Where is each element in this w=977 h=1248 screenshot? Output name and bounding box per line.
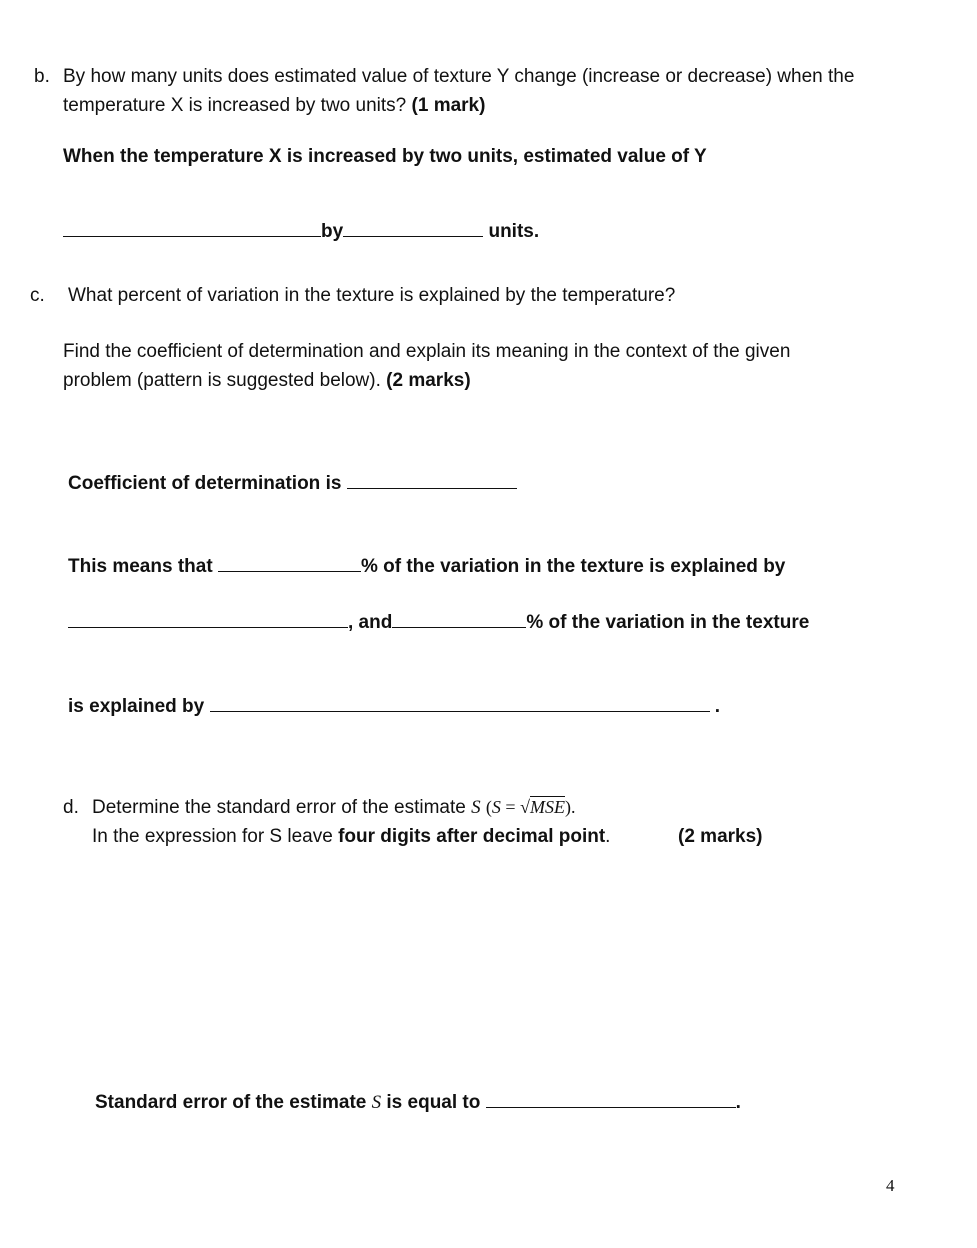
answer-end-dot: . xyxy=(735,1092,741,1113)
answer-suffix: is equal to xyxy=(386,1092,481,1113)
coef-line xyxy=(68,473,517,495)
part-d-instruction-prefix: In the expression for S leave xyxy=(92,826,333,847)
other-factors-blank[interactable] xyxy=(210,710,710,712)
standard-error-line xyxy=(95,1092,741,1114)
explained-line xyxy=(68,696,720,718)
means-line xyxy=(68,556,785,578)
part-b-answer-line xyxy=(63,221,539,243)
and-line xyxy=(68,612,809,634)
part-b-marker: b. xyxy=(34,66,50,87)
formula-s: S xyxy=(491,797,501,817)
explained-end-dot: . xyxy=(714,696,721,717)
part-d-instruction-bold: four digits after decimal point xyxy=(338,826,606,847)
part-d-instruction-dot: . xyxy=(605,826,611,847)
and-text: , and xyxy=(348,612,393,633)
part-c-marker: c. xyxy=(30,285,45,306)
part-c-question: What percent of variation in the texture is explained by the temperature? xyxy=(68,285,676,306)
part-d-question-text: Determine the standard error of the estimate xyxy=(92,797,466,818)
part-b-answer-prompt: When the temperature X is increased by two units, estimated value of Y xyxy=(63,146,707,167)
formula-close: ). xyxy=(564,797,576,817)
coef-blank[interactable] xyxy=(347,487,517,489)
variation-text: % of the variation in the texture xyxy=(526,612,810,633)
formula-open: ( xyxy=(485,797,492,817)
answer-symbol: S xyxy=(371,1092,382,1113)
explained-label: is explained by xyxy=(68,696,205,717)
part-b-marks: (1 mark) xyxy=(411,95,486,116)
part-b-question-line1: By how many units does estimated value of texture Y change (increase or decrease) when the xyxy=(63,66,855,87)
by-word: by xyxy=(321,221,344,242)
change-direction-blank[interactable] xyxy=(63,235,321,237)
part-c-instruction-line2 xyxy=(63,370,471,392)
standard-error-blank[interactable] xyxy=(486,1106,736,1108)
part-b-question-text: temperature X is increased by two units? xyxy=(63,95,407,116)
coef-label: Coefficient of determination is xyxy=(68,473,342,494)
percent-unexplained-blank[interactable] xyxy=(392,626,526,628)
units-word: units. xyxy=(488,221,540,242)
means-text: % of the variation in the texture is explained by xyxy=(360,556,786,577)
means-label: This means that xyxy=(68,556,213,577)
page-number: 4 xyxy=(886,1176,895,1195)
part-d-question xyxy=(92,797,575,819)
answer-prefix: Standard error of the estimate xyxy=(95,1092,367,1113)
part-d-instruction xyxy=(92,826,610,848)
part-c-instruction-line1: Find the coefficient of determination and explain its meaning in the context of the given xyxy=(63,341,791,362)
formula-mse: MSE xyxy=(529,797,565,817)
symbol-s: S xyxy=(471,797,481,818)
change-amount-blank[interactable] xyxy=(343,235,483,237)
explanatory-variable-blank[interactable] xyxy=(68,626,348,628)
percent-explained-blank[interactable] xyxy=(218,570,361,572)
radical-sign: √ xyxy=(520,797,530,817)
part-c-instruction-text: problem (pattern is suggested below). xyxy=(63,370,381,391)
part-d-marks: (2 marks) xyxy=(678,826,763,847)
part-d-marker: d. xyxy=(63,797,79,818)
formula-eq: = xyxy=(505,797,516,817)
part-b-question-line2 xyxy=(63,95,485,117)
part-c-marks: (2 marks) xyxy=(386,370,471,391)
formula xyxy=(486,796,576,817)
